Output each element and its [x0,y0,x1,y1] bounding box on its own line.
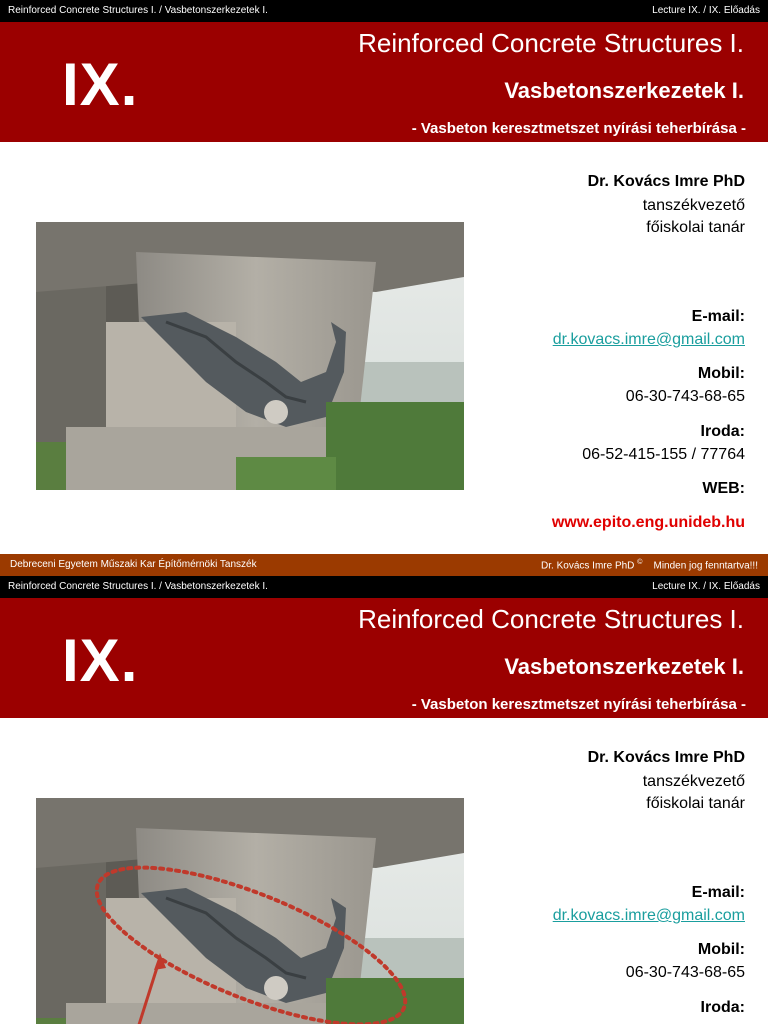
lecture-subtitle: - Vasbeton keresztmetszet nyírási teherbírása - [411,696,746,713]
lecture-number: IX. [62,627,139,694]
email-link[interactable]: dr.kovacs.imre@gmail.com [552,331,745,348]
office-number: 06-52-415-155 / 77764 [582,446,745,463]
email-label: E-mail: [691,308,745,325]
course-title-hungarian: Vasbetonszerkezetek I. [504,654,744,679]
footer-institution: Debreceni Egyetem Műszaki Kar Építőmérnöki Tanszék [10,559,257,570]
header-lecture-number: Lecture IX. / IX. Előadás [652,5,760,16]
mobile-number: 06-30-743-68-65 [625,964,745,981]
title-banner [0,598,768,718]
photo-illustration [36,798,464,1024]
author-role-department-head: tanszékvezető [642,773,745,790]
office-label: Iroda: [700,999,745,1016]
title-banner [0,22,768,142]
email-label: E-mail: [691,884,745,901]
web-label: WEB: [702,480,745,497]
footer-author: Dr. Kovács Imre PhD [541,560,635,572]
header-course-title: Reinforced Concrete Structures I. / Vasbetonszerkezetek I. [8,581,268,592]
header-course-title: Reinforced Concrete Structures I. / Vasbetonszerkezetek I. [8,5,268,16]
course-title-hungarian: Vasbetonszerkezetek I. [504,78,744,103]
author-role-department-head: tanszékvezető [642,197,745,214]
footer-rights: Minden jog fenntartva!!! [653,560,758,572]
lecture-subtitle: - Vasbeton keresztmetszet nyírási teherbírása - [411,120,746,137]
footer-copyright [541,559,758,571]
mobile-label: Mobil: [697,365,745,382]
slide-header-bar [0,576,768,598]
course-title-english: Reinforced Concrete Structures I. [358,604,744,634]
copyright-mark: © [637,559,643,566]
web-link[interactable]: www.epito.eng.unideb.hu [551,514,745,531]
course-title-english: Reinforced Concrete Structures I. [358,28,744,58]
author-role-professor: főiskolai tanár [646,219,745,236]
mobile-number: 06-30-743-68-65 [625,388,745,405]
damaged-pier-photo [36,222,464,490]
mobile-label: Mobil: [697,941,745,958]
office-label: Iroda: [700,423,745,440]
lecture-number: IX. [62,51,139,118]
damaged-pier-photo-annotated [36,798,464,1024]
header-lecture-number: Lecture IX. / IX. Előadás [652,581,760,592]
author-name: Dr. Kovács Imre PhD [587,173,745,190]
slide-header-bar [0,0,768,22]
email-link[interactable]: dr.kovacs.imre@gmail.com [552,907,745,924]
author-name: Dr. Kovács Imre PhD [587,749,745,766]
slide-footer-bar [0,554,768,576]
author-role-professor: főiskolai tanár [646,795,745,812]
photo-illustration [36,222,464,490]
slide-2 [0,576,768,1024]
